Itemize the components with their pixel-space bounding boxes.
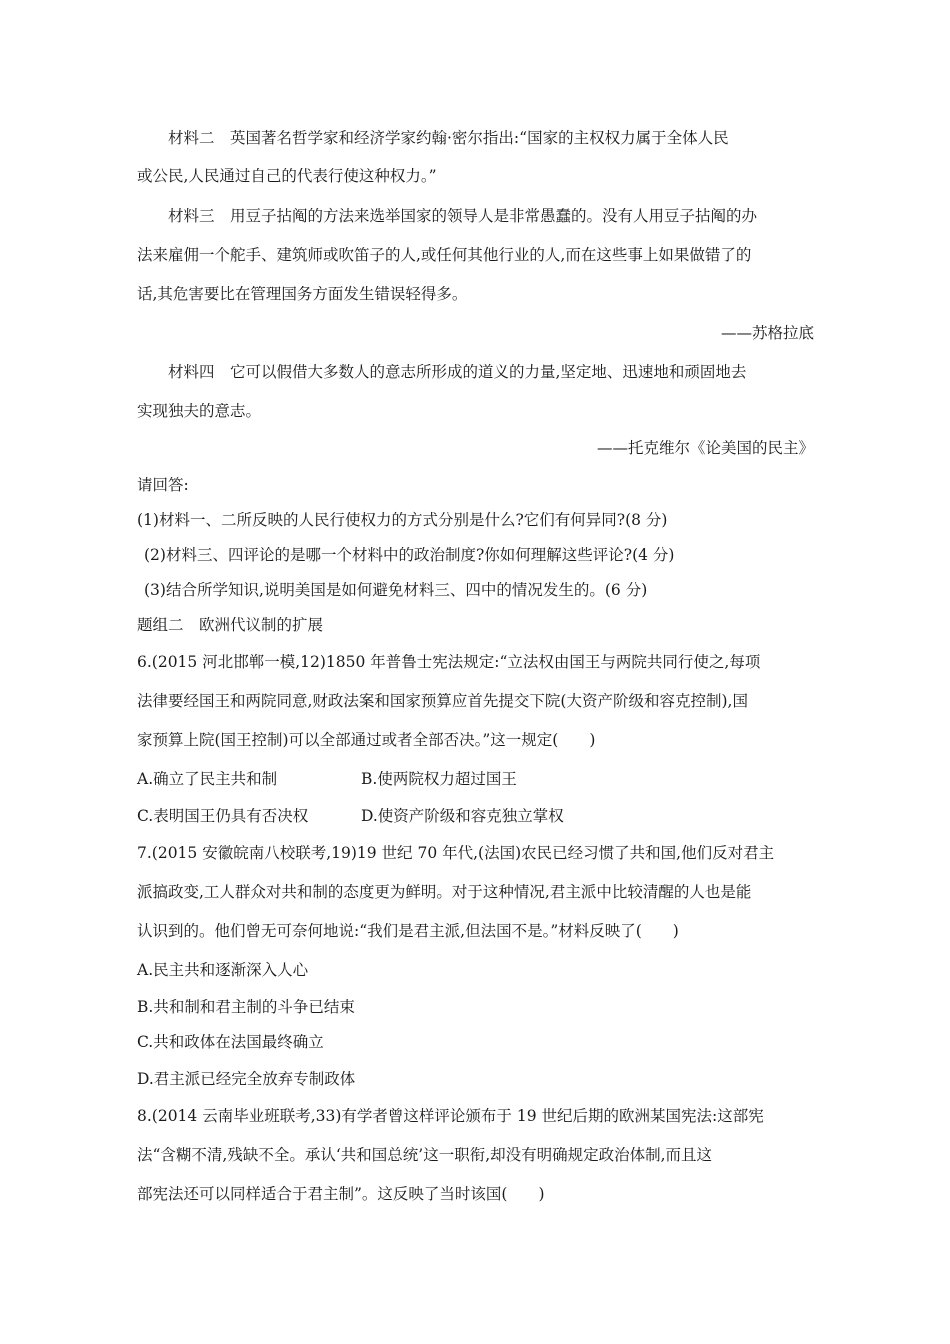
question-2: (2)材料三、四评论的是哪一个材料中的政治制度?你如何理解这些评论?(4 分) xyxy=(144,546,675,564)
q7-stem-line-2: 派搞政变,工人群众对共和制的态度更为鲜明。对于这种情况,君主派中比较清醒的人也是能 xyxy=(137,883,752,901)
question-3: (3)结合所学知识,说明美国是如何避免材料三、四中的情况发生的。(6 分) xyxy=(144,581,648,599)
q6-option-c[interactable]: C.表明国王仍具有否决权 xyxy=(137,807,309,825)
answer-prompt: 请回答: xyxy=(137,476,189,494)
material-4-line-2: 实现独夫的意志。 xyxy=(137,402,262,420)
q6-option-b[interactable]: B.使两院权力超过国王 xyxy=(361,770,517,788)
material-3-line-1: 材料三 用豆子拈阄的方法来选举国家的领导人是非常愚蠢的。没有人用豆子拈阄的办 xyxy=(168,207,758,225)
q8-stem-line-2: 法“含糊不清,残缺不全。承认‘共和国总统’这一职衔,却没有明确规定政治体制,而且这 xyxy=(137,1146,713,1164)
q7-stem-line-1: 7.(2015 安徽皖南八校联考,19)19 世纪 70 年代,(法国)农民已经习惯了共和国,他们反对君主 xyxy=(137,844,775,862)
q6-option-a[interactable]: A.确立了民主共和制 xyxy=(137,770,278,788)
q7-stem-line-3: 认识到的。他们曾无可奈何地说:“我们是君主派,但法国不是。”材料反映了( ) xyxy=(137,922,679,940)
material-3-source: ——苏格拉底 xyxy=(720,324,814,342)
group-title: 题组二 欧洲代议制的扩展 xyxy=(137,616,324,634)
q6-option-d[interactable]: D.使资产阶级和容克独立掌权 xyxy=(361,807,564,825)
material-3-line-3: 话,其危害要比在管理国务方面发生错误轻得多。 xyxy=(137,285,468,303)
material-4-source: ——托克维尔《论美国的民主》 xyxy=(596,439,814,457)
q6-stem-line-1: 6.(2015 河北邯郸一模,12)1850 年普鲁士宪法规定:“立法权由国王与两院共同行使之,每项 xyxy=(137,653,761,671)
material-3-line-2: 法来雇佣一个舵手、建筑师或吹笛子的人,或任何其他行业的人,而在这些事上如果做错了的 xyxy=(137,246,752,264)
q7-option-c[interactable]: C.共和政体在法国最终确立 xyxy=(137,1033,324,1051)
q6-stem-line-3: 家预算上院(国王控制)可以全部通过或者全部否决。”这一规定( ) xyxy=(137,731,596,749)
material-4-line-1: 材料四 它可以假借大多数人的意志所形成的道义的力量,坚定地、迅速地和顽固地去 xyxy=(168,363,747,381)
material-2-line-1: 材料二 英国著名哲学家和经济学家约翰·密尔指出:“国家的主权权力属于全体人民 xyxy=(168,129,729,147)
question-1: (1)材料一、二所反映的人民行使权力的方式分别是什么?它们有何异同?(8 分) xyxy=(137,511,668,529)
q8-stem-line-3: 部宪法还可以同样适合于君主制”。这反映了当时该国( ) xyxy=(137,1185,545,1203)
q7-option-a[interactable]: A.民主共和逐渐深入人心 xyxy=(137,961,309,979)
q7-option-b[interactable]: B.共和制和君主制的斗争已结束 xyxy=(137,998,355,1016)
q6-stem-line-2: 法律要经国王和两院同意,财政法案和国家预算应首先提交下院(大资产阶级和容克控制),国 xyxy=(137,692,748,710)
material-2-line-2: 或公民,人民通过自己的代表行使这种权力。” xyxy=(137,167,437,185)
q7-option-d[interactable]: D.君主派已经完全放弃专制政体 xyxy=(137,1070,356,1088)
q8-stem-line-1: 8.(2014 云南毕业班联考,33)有学者曾这样评论颁布于 19 世纪后期的欧洲某国宪法:这部宪 xyxy=(137,1107,764,1125)
